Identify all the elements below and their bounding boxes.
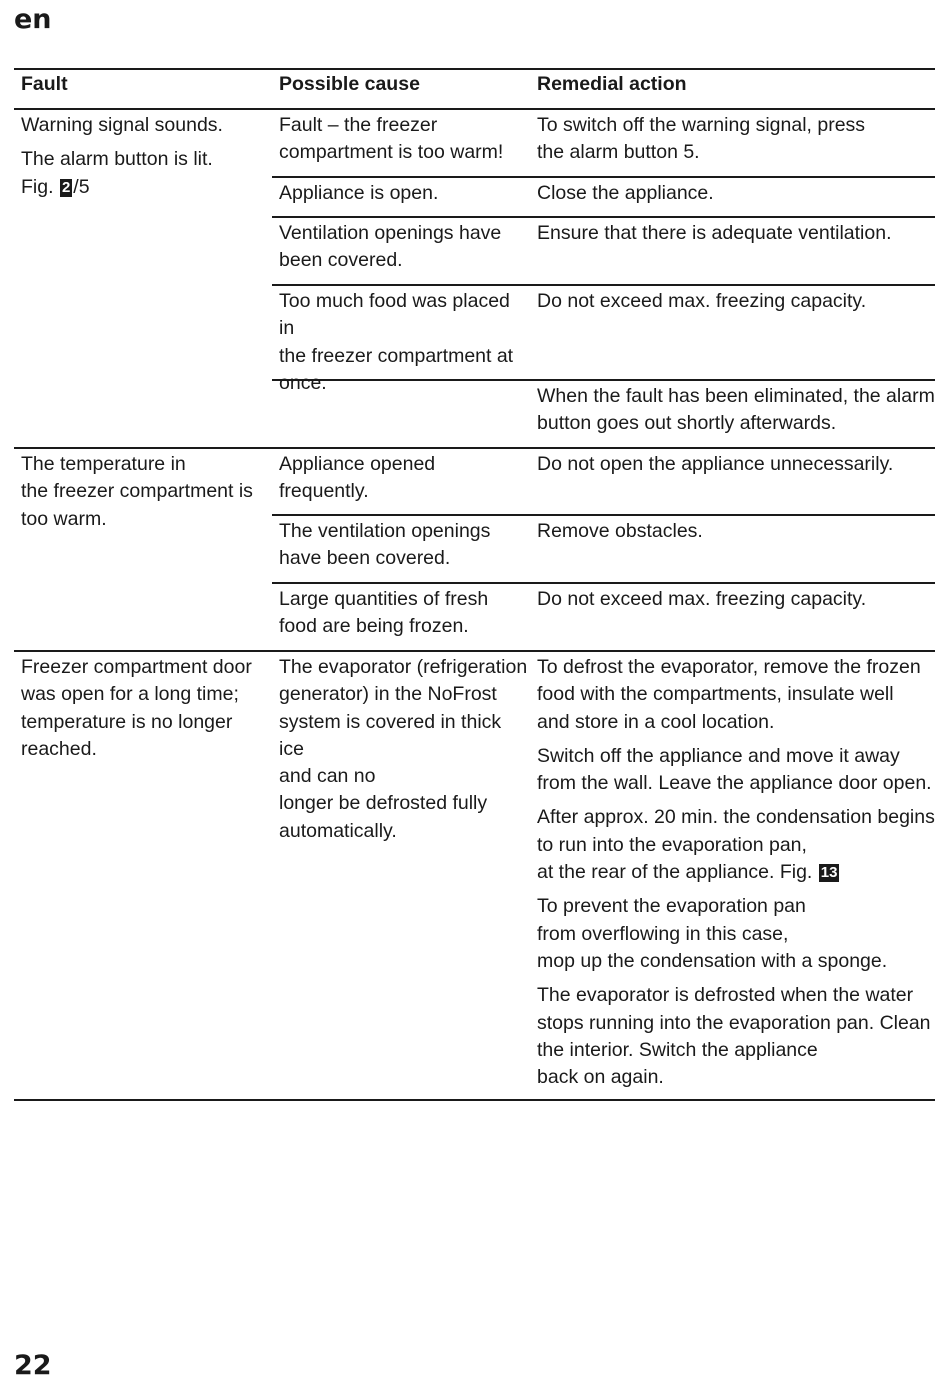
cause-line: automatically. bbox=[279, 819, 397, 842]
fault-temperature-too-warm bbox=[21, 451, 266, 533]
remedy-line: When the fault has been eliminated, the alarm bbox=[537, 385, 935, 407]
remedy-line: the interior. Switch the appliance bbox=[537, 1038, 818, 1061]
remedy-line: To switch off the warning signal, press bbox=[537, 114, 866, 136]
cause-line: longer be defrosted fully bbox=[279, 792, 488, 815]
cause-line: Fault – the freezer bbox=[279, 114, 438, 136]
figure-number-badge: 13 bbox=[820, 864, 838, 882]
remedy-line: Do not exceed max. freezing capacity. bbox=[537, 588, 867, 610]
figure-reference bbox=[21, 174, 266, 201]
remedy-paragraph bbox=[537, 982, 935, 1091]
remedy-line: from the wall. Leave the appliance door open. bbox=[537, 772, 932, 795]
remedy-paragraph bbox=[537, 893, 935, 975]
remedy-cell bbox=[537, 518, 935, 545]
fault-line: the freezer compartment is bbox=[21, 480, 253, 503]
cause-line: Appliance opened bbox=[279, 453, 436, 475]
remedy-line: After approx. 20 min. the condensation begins bbox=[537, 806, 935, 829]
remedy-line: To defrost the evaporator, remove the frozen bbox=[537, 656, 921, 678]
fault-line: was open for a long time; bbox=[21, 683, 239, 706]
remedy-line: food with the compartments, insulate well bbox=[537, 683, 894, 706]
remedy-line: the alarm button 5. bbox=[537, 141, 700, 164]
row-rule bbox=[272, 284, 935, 286]
cause-line: and can no bbox=[279, 765, 376, 788]
remedy-cell bbox=[537, 451, 935, 478]
cause-line: once. bbox=[279, 371, 327, 394]
remedy-line: to run into the evaporation pan, bbox=[537, 833, 807, 856]
row-rule bbox=[272, 216, 935, 218]
header-fault: Fault bbox=[21, 73, 68, 95]
remedy-paragraph bbox=[537, 804, 935, 886]
language-code: en bbox=[14, 4, 52, 35]
cause-line: The ventilation openings bbox=[279, 520, 491, 542]
header-possible-cause: Possible cause bbox=[279, 73, 420, 95]
cause-cell bbox=[279, 518, 529, 573]
row-rule bbox=[272, 176, 935, 178]
table-bottom-rule bbox=[14, 1099, 935, 1101]
table-top-rule bbox=[14, 68, 935, 70]
remedy-line: stops running into the evaporation pan. Clean bbox=[537, 1011, 931, 1034]
cause-line: food are being frozen. bbox=[279, 615, 469, 638]
fault-line: temperature is no longer bbox=[21, 710, 233, 733]
remedy-cell bbox=[537, 180, 935, 207]
fault-warning-signal bbox=[21, 112, 266, 201]
remedy-line-with-figure bbox=[537, 859, 935, 886]
remedy-cell bbox=[537, 112, 935, 167]
fault-text: Warning signal sounds. bbox=[21, 114, 223, 136]
remedy-line: The evaporator is defrosted when the water bbox=[537, 984, 914, 1007]
header-rule bbox=[14, 108, 935, 110]
fault-line: Freezer compartment door bbox=[21, 656, 252, 678]
row-rule bbox=[272, 582, 935, 584]
header-remedial-action: Remedial action bbox=[537, 73, 687, 95]
remedy-line: mop up the condensation with a sponge. bbox=[537, 949, 888, 972]
cause-line: frequently. bbox=[279, 480, 369, 503]
remedy-line: from overflowing in this case, bbox=[537, 922, 789, 945]
cause-cell bbox=[279, 288, 529, 397]
remedy-cell bbox=[537, 220, 935, 247]
remedy-line: button goes out shortly afterwards. bbox=[537, 412, 837, 435]
cause-line: Large quantities of fresh bbox=[279, 588, 489, 610]
remedy-line: Remove obstacles. bbox=[537, 520, 703, 542]
remedy-line: Switch off the appliance and move it away bbox=[537, 744, 900, 767]
fault-line: The temperature in bbox=[21, 453, 186, 475]
figure-number-badge: 2 bbox=[61, 178, 71, 196]
cause-line: compartment is too warm! bbox=[279, 141, 504, 164]
cause-line: been covered. bbox=[279, 249, 403, 272]
cause-cell bbox=[279, 654, 529, 845]
remedy-cell bbox=[537, 288, 935, 315]
remedy-line: Do not open the appliance unnecessarily. bbox=[537, 453, 894, 475]
group-rule bbox=[14, 650, 935, 652]
fault-text bbox=[21, 146, 266, 201]
fault-text-line: The alarm button is lit. bbox=[21, 148, 213, 171]
remedy-cell bbox=[537, 383, 935, 438]
group-rule bbox=[14, 447, 935, 449]
remedy-cell-defrost bbox=[537, 654, 935, 1091]
remedy-text: at the rear of the appliance. Fig. bbox=[537, 861, 813, 884]
remedy-line: Ensure that there is adequate ventilation. bbox=[537, 222, 892, 244]
cause-cell bbox=[279, 586, 529, 641]
cause-cell bbox=[279, 451, 529, 506]
row-rule bbox=[272, 514, 935, 516]
remedy-line: To prevent the evaporation pan bbox=[537, 895, 806, 918]
remedy-paragraph bbox=[537, 654, 935, 736]
remedy-line: and store in a cool location. bbox=[537, 710, 775, 733]
page-number: 22 bbox=[14, 1350, 52, 1381]
remedy-line: Do not exceed max. freezing capacity. bbox=[537, 290, 867, 312]
cause-line: the freezer compartment at bbox=[279, 344, 514, 367]
fault-door-open-long-time bbox=[21, 654, 266, 763]
cause-line: Too much food was placed in bbox=[279, 290, 510, 340]
cause-line: Appliance is open. bbox=[279, 182, 439, 204]
cause-line: have been covered. bbox=[279, 547, 451, 570]
remedy-paragraph bbox=[537, 743, 935, 798]
remedy-line: Close the appliance. bbox=[537, 182, 714, 204]
fig-label: Fig. bbox=[21, 175, 54, 198]
remedy-line: back on again. bbox=[537, 1066, 664, 1089]
cause-cell bbox=[279, 220, 529, 275]
cause-line: system is covered in thick ice bbox=[279, 710, 502, 760]
fault-line: too warm. bbox=[21, 507, 107, 530]
cause-cell bbox=[279, 112, 529, 167]
remedy-cell bbox=[537, 586, 935, 613]
cause-cell bbox=[279, 180, 529, 207]
fig-suffix: /5 bbox=[73, 175, 90, 198]
cause-line: The evaporator (refrigeration bbox=[279, 656, 528, 678]
cause-line: generator) in the NoFrost bbox=[279, 683, 497, 706]
fault-line: reached. bbox=[21, 737, 97, 760]
cause-line: Ventilation openings have bbox=[279, 222, 502, 244]
